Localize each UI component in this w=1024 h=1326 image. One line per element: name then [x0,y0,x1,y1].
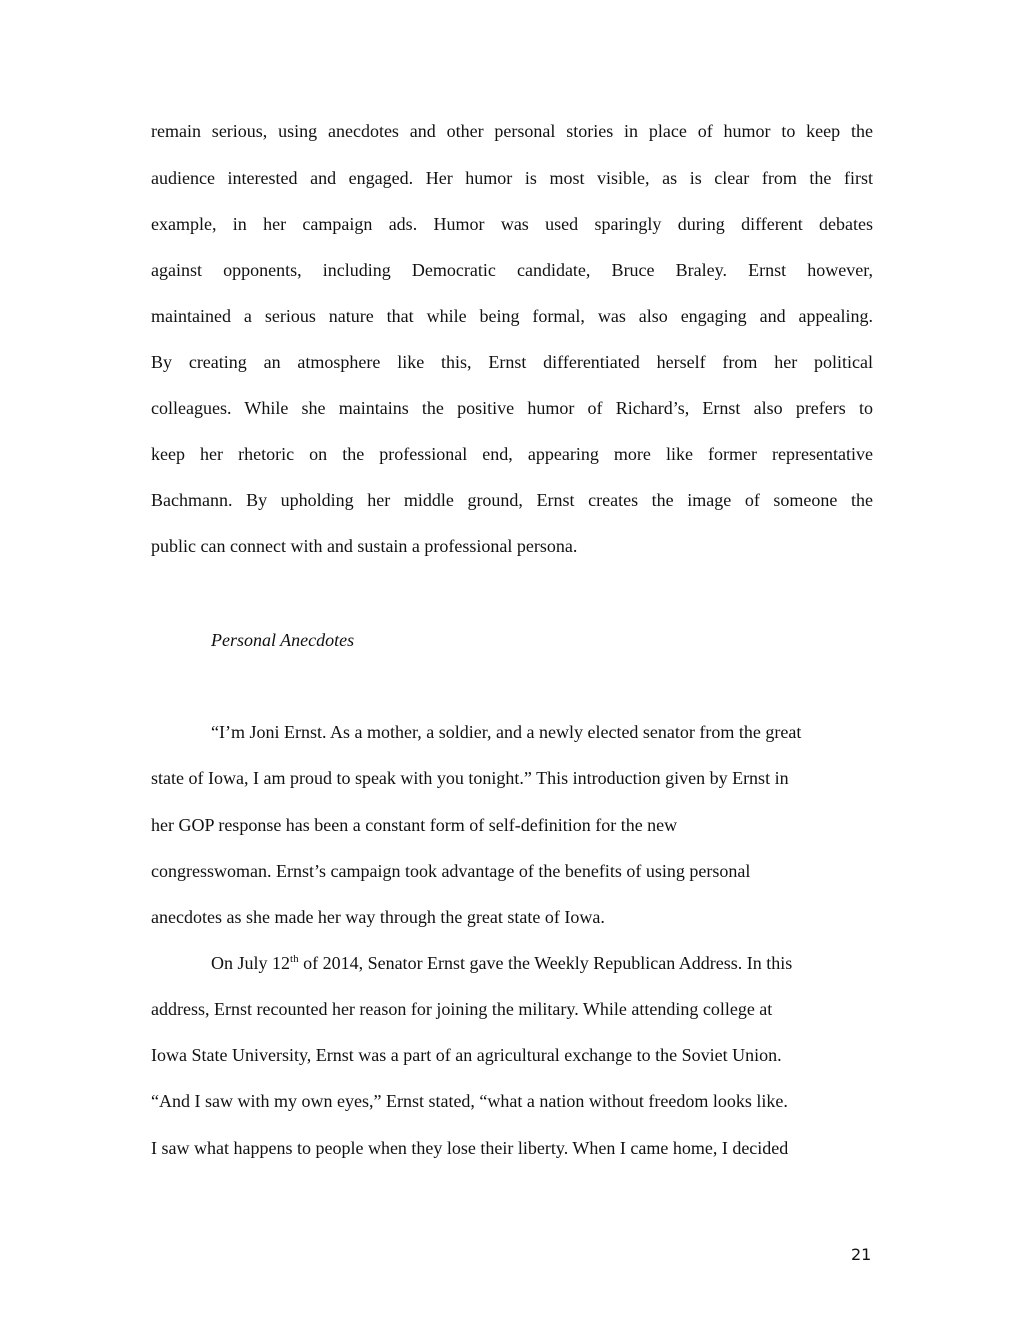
paragraph-line: “I’m Joni Ernst. As a mother, a soldier, and a newly elected senator from the great [211,722,802,742]
paragraph-line: colleagues. While she maintains the positive humor of Richard’s, Ernst also prefers to [151,398,873,418]
paragraph-line: By creating an atmosphere like this, Ernst differentiated herself from her political [151,352,873,372]
page-number: 21 [851,1245,872,1264]
paragraph-line: Bachmann. By upholding her middle ground, Ernst creates the image of someone the [151,490,873,510]
paragraph-line: keep her rhetoric on the professional end, appearing more like former representative [151,444,873,464]
section-heading: Personal Anecdotes [211,630,355,650]
text-run: On July 12 [211,953,291,973]
text-run: of 2014, Senator Ernst gave the Weekly Republican Address. In this [298,953,793,973]
ordinal-superscript: th [290,953,299,965]
paragraph-line [211,952,792,974]
paragraph-line: I saw what happens to people when they lose their liberty. When I came home, I decided [151,1138,789,1158]
paragraph-line: audience interested and engaged. Her humor is most visible, as is clear from the first [151,168,873,188]
paragraph-line: Iowa State University, Ernst was a part of an agricultural exchange to the Soviet Union. [151,1045,782,1065]
paragraph-line: anecdotes as she made her way through the great state of Iowa. [151,907,605,927]
paragraph-line: public can connect with and sustain a professional persona. [151,536,578,556]
paragraph-line: against opponents, including Democratic candidate, Bruce Braley. Ernst however, [151,260,873,280]
paragraph-line: congresswoman. Ernst’s campaign took advantage of the benefits of using personal [151,861,751,881]
paragraph-line: “And I saw with my own eyes,” Ernst stated, “what a nation without freedom looks like. [151,1091,788,1111]
paragraph-line: remain serious, using anecdotes and other personal stories in place of humor to keep the [151,121,873,141]
paragraph-line: state of Iowa, I am proud to speak with you tonight.” This introduction given by Ernst in [151,768,789,788]
paragraph-line: address, Ernst recounted her reason for joining the military. While attending college at [151,999,773,1019]
paragraph-line: maintained a serious nature that while being formal, was also engaging and appealing. [151,306,873,326]
paragraph-line: her GOP response has been a constant form of self-definition for the new [151,815,678,835]
paragraph-line: example, in her campaign ads. Humor was used sparingly during different debates [151,214,873,234]
